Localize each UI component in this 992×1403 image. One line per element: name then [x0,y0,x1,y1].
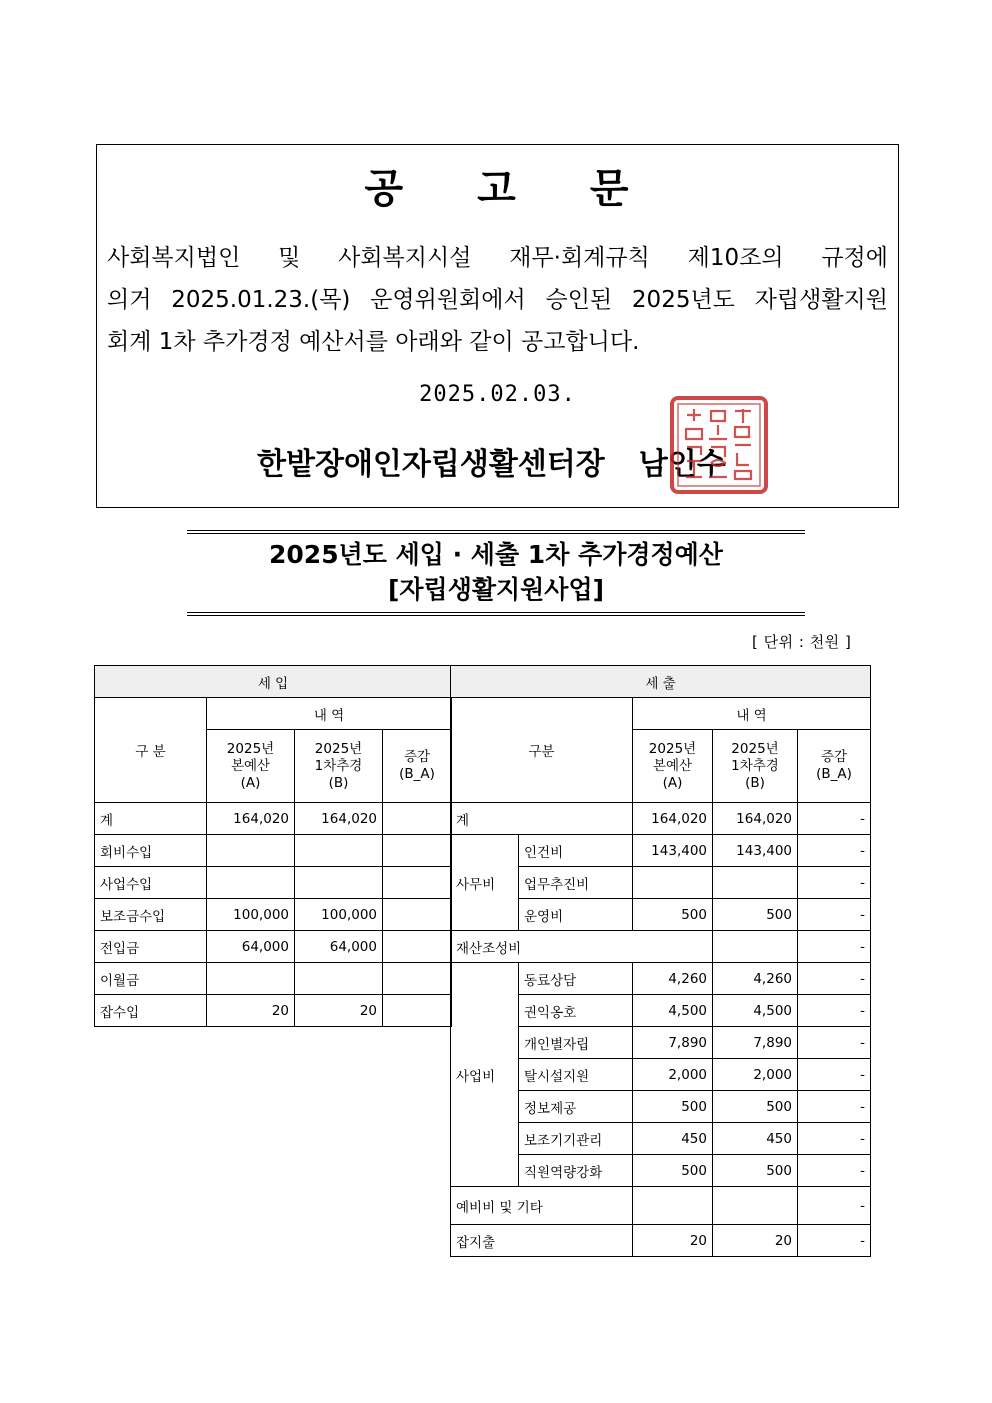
cell-diff: - [798,931,871,963]
header-line: (B_A) [816,766,852,782]
cell-diff: - [798,963,871,995]
cell-diff [383,995,452,1027]
cell-a: 2,000 [633,1059,713,1091]
cell-diff: - [798,867,871,899]
cell-a: 7,890 [633,1027,713,1059]
row-label: 보조금수입 [95,899,207,931]
row-label: 재산조성비 [451,931,713,963]
cell-b: 7,890 [713,1027,798,1059]
cell-diff [383,867,452,899]
cell-a [633,1187,713,1225]
row-label: 잡지출 [451,1225,633,1257]
table-row [95,931,452,963]
table-row [95,803,452,835]
column-header-detail: 내 역 [207,698,452,730]
signer-name: 남인수 [638,447,726,482]
table-row [451,1225,871,1257]
cell-diff: - [798,1059,871,1091]
row-label: 이월금 [95,963,207,995]
cell-a: 20 [207,995,295,1027]
cell-b [713,931,798,963]
column-header-b [295,730,383,803]
header-line: (B_A) [399,766,435,782]
row-label: 개인별자립 [519,1027,633,1059]
notice-body-line: 의거 2025.01.23.(목) 운영위원회에서 승인된 2025년도 자립생활지원 [107,287,888,313]
column-header-a [633,730,713,803]
cell-diff [383,899,452,931]
cell-b: 2,000 [713,1059,798,1091]
cell-b [713,1187,798,1225]
column-header-category: 구 분 [95,698,207,803]
expenditure-header: 세 출 [451,666,871,698]
notice-signature [257,439,726,483]
table-row [451,666,871,698]
group-label: 사업비 [451,963,519,1187]
header-line: 증감 [403,749,431,765]
header-line: 2025년 [226,740,275,757]
cell-a: 64,000 [207,931,295,963]
cell-a: 20 [633,1225,713,1257]
cell-b: 164,020 [713,803,798,835]
cell-diff: - [798,1225,871,1257]
row-label: 잡수입 [95,995,207,1027]
header-line: 1차추경 [314,757,363,774]
column-header-b [713,730,798,803]
cell-a: 164,020 [207,803,295,835]
header-line: (A) [662,774,683,791]
cell-b: 4,260 [713,963,798,995]
cell-a: 4,500 [633,995,713,1027]
budget-title-block [187,530,805,616]
cell-diff: - [798,835,871,867]
cell-a [207,835,295,867]
row-label: 예비비 및 기타 [451,1187,633,1225]
row-label: 계 [95,803,207,835]
cell-diff: - [798,1027,871,1059]
cell-diff [383,803,452,835]
row-label: 전입금 [95,931,207,963]
row-label: 사업수입 [95,867,207,899]
signer-title: 한밭장애인자립생활센터장 [257,447,605,482]
header-line: (B) [745,774,765,791]
revenue-table [94,665,452,1027]
column-header-category: 구분 [451,698,633,803]
row-label: 직원역량강화 [519,1155,633,1187]
cell-b [295,867,383,899]
cell-diff: - [798,899,871,931]
cell-a: 500 [633,1091,713,1123]
budget-title: 2025년도 세입 · 세출 1차 추가경정예산 [269,540,723,569]
title-rule-bottom [187,612,805,616]
row-label: 동료상담 [519,963,633,995]
cell-diff [383,963,452,995]
group-label: 사무비 [451,835,519,931]
row-label: 권익옹호 [519,995,633,1027]
table-row [451,931,871,963]
row-label: 정보제공 [519,1091,633,1123]
header-line: 2025년 [731,740,779,757]
cell-b: 164,020 [295,803,383,835]
table-row [451,803,871,835]
cell-diff: - [798,803,871,835]
cell-b: 20 [295,995,383,1027]
cell-a [207,963,295,995]
row-label: 운영비 [519,899,633,931]
table-row [451,698,871,730]
notice-box [96,144,899,508]
notice-body [107,237,888,363]
header-line: 2025년 [314,740,363,757]
cell-b: 450 [713,1123,798,1155]
notice-body-line: 회계 1차 추가경정 예산서를 아래와 같이 공고합니다. [107,329,640,355]
column-header-diff [798,730,871,803]
header-line: 본예산 [230,757,271,774]
column-header-a [207,730,295,803]
header-line: (B) [328,774,349,791]
cell-a: 500 [633,1155,713,1187]
cell-b: 100,000 [295,899,383,931]
table-row [95,963,452,995]
cell-b: 143,400 [713,835,798,867]
row-label: 보조기기관리 [519,1123,633,1155]
cell-b: 4,500 [713,995,798,1027]
table-row [95,867,452,899]
table-row [95,698,452,730]
budget-subtitle: [자립생활지원사업] [387,575,605,604]
cell-a: 143,400 [633,835,713,867]
notice-title-char: 문 [589,166,631,212]
cell-diff [383,835,452,867]
cell-a: 164,020 [633,803,713,835]
row-label: 회비수입 [95,835,207,867]
cell-a [207,867,295,899]
table-row [95,835,452,867]
column-header-detail: 내 역 [633,698,871,730]
notice-body-line: 사회복지법인 및 사회복지시설 재무·회계규칙 제10조의 규정에 [107,245,888,271]
column-header-diff [383,730,452,803]
notice-title [97,157,898,214]
cell-b: 500 [713,899,798,931]
cell-a: 500 [633,899,713,931]
row-label: 인건비 [519,835,633,867]
cell-b: 20 [713,1225,798,1257]
cell-a: 4,260 [633,963,713,995]
official-seal-icon [669,395,769,495]
notice-title-char: 공 [364,166,406,212]
cell-b: 500 [713,1155,798,1187]
table-row [95,666,452,698]
revenue-header: 세 입 [95,666,452,698]
cell-diff: - [798,1187,871,1225]
table-row [95,899,452,931]
cell-diff: - [798,995,871,1027]
table-row [451,963,871,995]
cell-b [295,963,383,995]
header-line: 1차추경 [731,757,779,774]
cell-diff: - [798,1155,871,1187]
cell-a [633,867,713,899]
row-label: 업무추진비 [519,867,633,899]
notice-date: 2025.02.03. [419,382,576,407]
table-row [451,1187,871,1225]
expenditure-table [450,665,871,1257]
title-rule-top [187,530,805,534]
cell-b: 500 [713,1091,798,1123]
header-line: 2025년 [648,740,697,757]
cell-a: 450 [633,1123,713,1155]
header-line: (A) [240,774,261,791]
row-label: 계 [451,803,633,835]
cell-b: 64,000 [295,931,383,963]
cell-diff: - [798,1091,871,1123]
cell-a: 100,000 [207,899,295,931]
header-line: 본예산 [652,757,693,774]
header-line: 증감 [820,749,848,765]
unit-label: [ 단위 : 천원 ] [752,633,852,651]
table-row [451,835,871,867]
cell-b [713,867,798,899]
cell-diff [383,931,452,963]
row-label: 탈시설지원 [519,1059,633,1091]
notice-title-char: 고 [477,166,518,212]
table-row [95,995,452,1027]
cell-b [295,835,383,867]
cell-diff: - [798,1123,871,1155]
